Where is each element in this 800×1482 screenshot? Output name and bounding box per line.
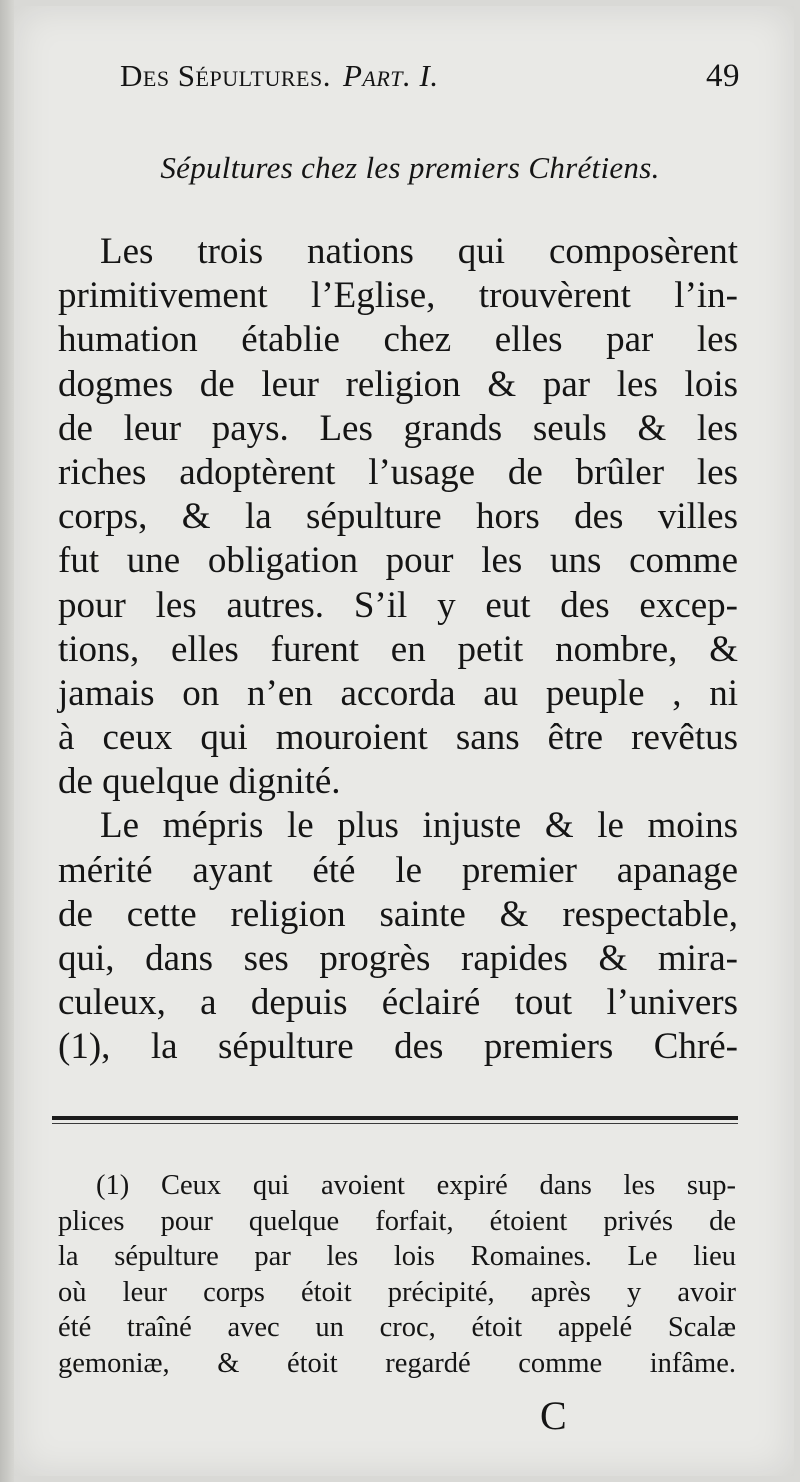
section-title: Sépultures chez les premiers Chrétiens.: [160, 150, 660, 185]
body-line: à ceux qui mouroient sans être revêtus: [58, 717, 738, 759]
running-part: Part. I.: [342, 58, 439, 93]
footnote-line: (1) Ceux qui avoient expiré dans les sup-: [96, 1170, 736, 1201]
body-line: culeux, a depuis éclairé tout l’univers: [58, 982, 738, 1024]
body-line: corps, & la sépulture hors des villes: [58, 496, 738, 538]
body-line: jamais on n’en accorda au peuple , ni: [58, 672, 738, 714]
footnote-line: la sépulture par les lois Romaines. Le lieu: [58, 1241, 736, 1272]
footnote-rule-thin: [52, 1123, 738, 1124]
footnote-line: plices pour quelque forfait, étoient privés de: [58, 1205, 736, 1237]
footnote: [58, 1168, 736, 1381]
page-edge: [0, 0, 14, 1482]
body-line: tions, elles furent en petit nombre, &: [58, 628, 738, 670]
running-title-text: Des Sépultures.: [120, 58, 331, 93]
running-header: [120, 58, 740, 98]
body-line: dogmes de leur religion & par les lois: [58, 363, 738, 405]
body-line: de cette religion sainte & respectable,: [58, 893, 738, 935]
body-line: (1), la sépulture des premiers Chré-: [58, 1026, 738, 1068]
signature-mark: C: [540, 1393, 567, 1438]
body-line: mérité ayant été le premier apanage: [58, 849, 738, 891]
body-line: pour les autres. S’il y eut des excep-: [58, 584, 738, 626]
body-line: primitivement l’Eglise, trouvèrent l’in-: [58, 275, 738, 317]
footnote-line: où leur corps étoit précipité, après y avoir: [58, 1276, 736, 1308]
body-line: Le mépris le plus injuste & le moins: [100, 805, 738, 847]
footnote-rule: [52, 1116, 738, 1120]
body-line: qui, dans ses progrès rapides & mira-: [58, 938, 738, 979]
body-line: riches adoptèrent l’usage de brûler les: [58, 451, 738, 493]
body-line: fut une obligation pour les uns comme: [58, 540, 738, 582]
page-number: 49: [706, 58, 740, 94]
running-title: [120, 58, 439, 94]
body-text: [58, 230, 738, 1070]
footnote-line: été traîné avec un croc, étoit appelé Scalæ: [58, 1312, 736, 1343]
body-line: de quelque dignité.: [58, 761, 341, 803]
body-line: de leur pays. Les grands seuls & les: [58, 407, 738, 449]
footnote-line: gemoniæ, & étoit regardé comme infâme.: [58, 1347, 736, 1379]
body-line: humation établie chez elles par les: [58, 319, 738, 361]
body-line: Les trois nations qui composèrent: [100, 231, 738, 272]
